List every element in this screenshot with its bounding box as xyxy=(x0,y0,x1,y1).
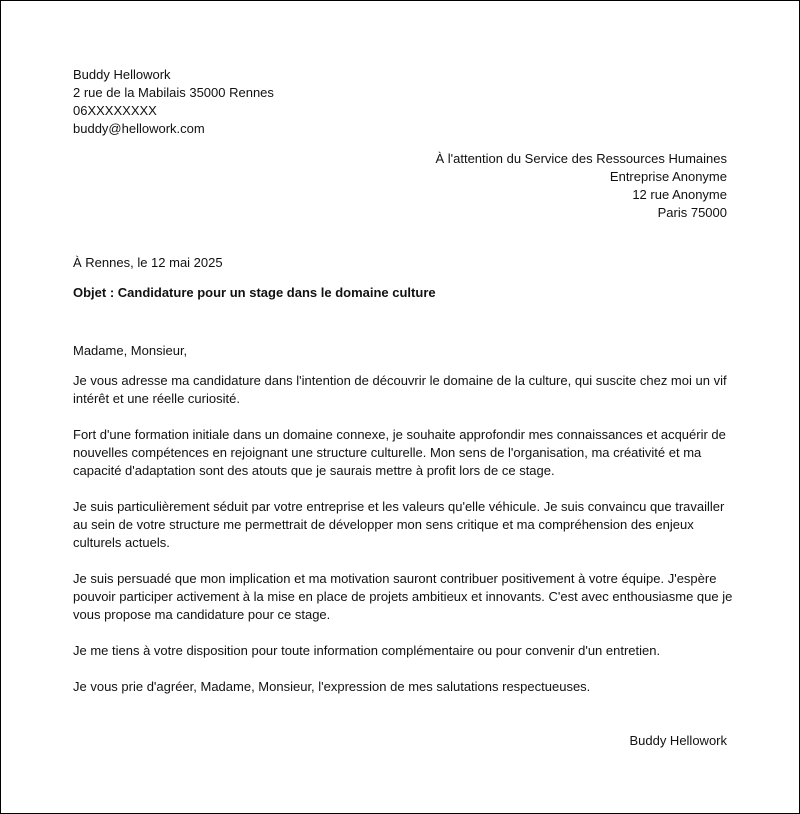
sender-address: 2 rue de la Mabilais 35000 Rennes xyxy=(73,85,274,100)
recipient-city: Paris 75000 xyxy=(657,205,727,220)
sender-phone: 06XXXXXXXX xyxy=(73,103,157,118)
letter-date: À Rennes, le 12 mai 2025 xyxy=(73,255,223,270)
letter-signature: Buddy Hellowork xyxy=(629,733,727,748)
letter-body xyxy=(73,372,733,714)
sender-name: Buddy Hellowork xyxy=(73,67,171,82)
recipient-attention: À l'attention du Service des Ressources Humaines xyxy=(435,151,727,166)
sender-block xyxy=(73,66,274,138)
letter-greeting: Madame, Monsieur, xyxy=(73,343,188,358)
body-paragraph: Fort d'une formation initiale dans un domaine connexe, je souhaite approfondir mes connaissances et acquérir de nouvelles compétences en rejoignant une structure culturelle. Mon sens de l'organisation, ma créativité et ma capacité d'adaptation sont des atouts que je saurais mettre à profit lors de ce stage. xyxy=(73,427,726,478)
body-paragraph: Je vous adresse ma candidature dans l'intention de découvrir le domaine de la culture, qui suscite chez moi un vif intérêt et une réelle curiosité. xyxy=(73,373,727,406)
recipient-street: 12 rue Anonyme xyxy=(632,187,727,202)
body-paragraph: Je suis particulièrement séduit par votre entreprise et les valeurs qu'elle véhicule. Je suis convaincu que travailler au sein de votre structure me permettrait de développer mon sens critique et ma compréhension des enjeux culturels actuels. xyxy=(73,499,725,550)
letter-subject: Objet : Candidature pour un stage dans le domaine culture xyxy=(73,285,436,300)
closing-paragraph: Je vous prie d'agréer, Madame, Monsieur, l'expression de mes salutations respectueuses. xyxy=(73,679,591,694)
body-paragraph: Je me tiens à votre disposition pour toute information complémentaire ou pour convenir d'un entretien. xyxy=(73,643,661,658)
recipient-block xyxy=(435,150,727,222)
recipient-company: Entreprise Anonyme xyxy=(609,169,727,184)
body-paragraph: Je suis persuadé que mon implication et ma motivation sauront contribuer positivement à votre équipe. J'espère pouvoir participer activement à la mise en place de projets ambitieux et innovants. C'est avec enthousiasme que je vous propose ma candidature pour ce stage. xyxy=(73,571,733,622)
sender-email: buddy@hellowork.com xyxy=(73,121,205,136)
